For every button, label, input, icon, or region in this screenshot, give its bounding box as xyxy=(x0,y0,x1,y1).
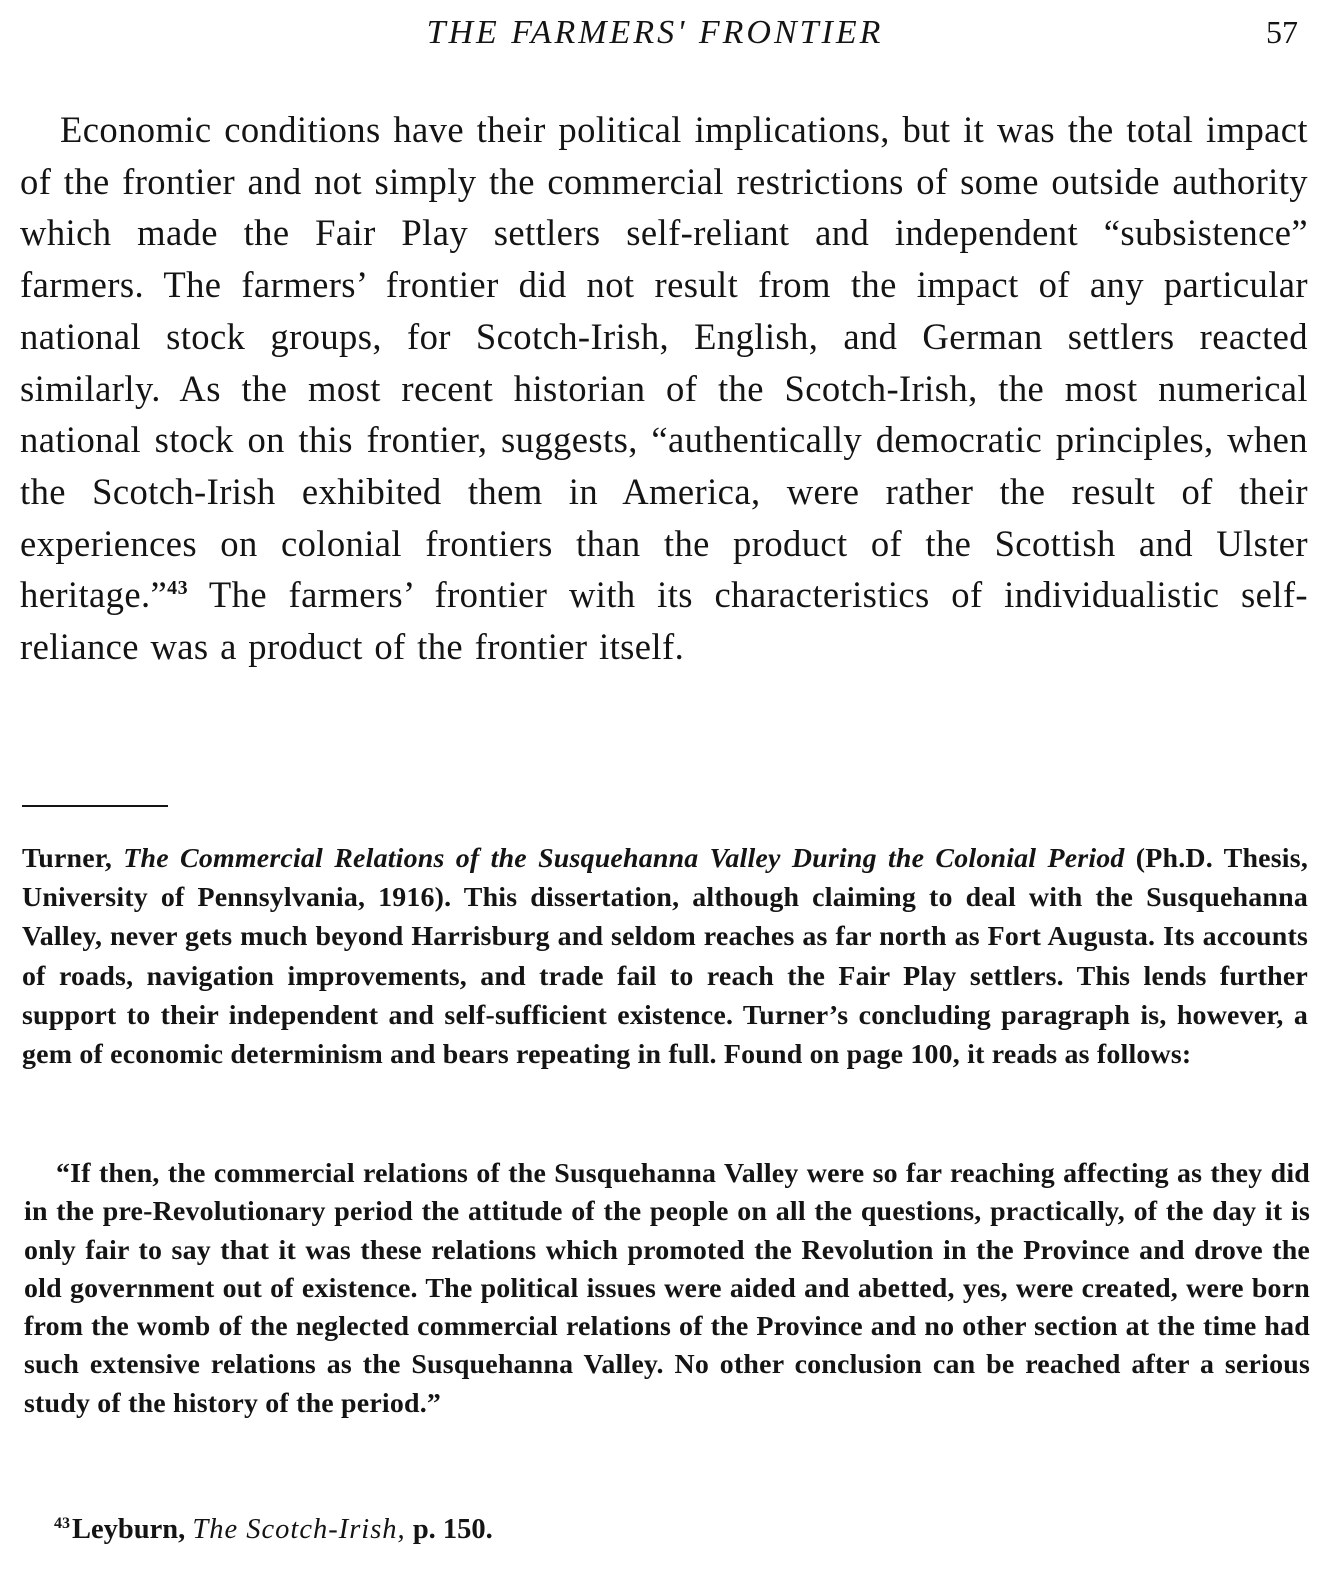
main-paragraph-tail: The farmers’ frontier with its characteristics of individualistic self-reliance was a product of the frontier itself. xyxy=(20,574,1308,668)
footnote-continuation xyxy=(22,839,1308,1074)
footnote-43-number: 43 xyxy=(54,1515,70,1532)
footnote-43-page: p. 150. xyxy=(405,1514,493,1545)
footnote-quote: “If then, the commercial relations of the Susquehanna Valley were so far reaching affecting as they did in the pre-Revolutionary period the attitude of the people on all the questions, practically, of the day it is only fair to say that it was these relations which promoted the Revolution in the Province and drove the old government out of existence. The political issues were aided and abetted, yes, were created, were born from the womb of the neglected commercial relations of the Province and no other section at the time had such extensive relations as the Susquehanna Valley. No other conclusion can be reached after a serious study of the history of the period.” xyxy=(24,1158,1310,1419)
footnote-body: (Ph.D. Thesis, University of Pennsylvania, 1916). This dissertation, although claiming to deal with the Susquehanna Valley, never gets much beyond Harrisburg and seldom reaches as far north as Fort Augusta. Its accounts of roads, navigation improvements, and trade fail to reach the Fair Play settlers. This lends further support to their independent and self-sufficient existence. Turner’s concluding paragraph is, however, a gem of economic determinism and bears repeating in full. Found on page 100, it reads as follows: xyxy=(22,843,1308,1071)
running-title: THE FARMERS' FRONTIER xyxy=(426,14,884,51)
footnote-divider xyxy=(22,805,168,807)
footnote-work-title: The Commercial Relations of the Susquehanna Valley During the Colonial Period xyxy=(123,843,1125,874)
footnote-ref-43: 43 xyxy=(167,577,188,600)
main-paragraph-text: Economic conditions have their political implications, but it was the total impact of the frontier and not simply the commercial restrictions of some outside authority which made the Fair Play settlers self-reliant and independent “subsistence” farmers. The farmers’ frontier did not result from the impact of any particular national stock groups, for Scotch-Irish, English, and German settlers reacted similarly. As the most recent historian of the Scotch-Irish, the most numerical national stock on this frontier, suggests, “authentically democratic principles, when the Scotch-Irish exhibited them in America, were rather the result of their experiences on colonial frontiers than the product of the Scottish and Ulster heritage.” xyxy=(20,109,1308,616)
footnote-43-title: The Scotch-Irish, xyxy=(192,1514,406,1545)
footnote-43 xyxy=(54,1514,493,1546)
footnote-43-author: Leyburn, xyxy=(72,1514,193,1545)
page-number: 57 xyxy=(1266,14,1298,50)
footnote-author: Turner, xyxy=(22,843,124,874)
main-paragraph xyxy=(20,104,1308,673)
page-header xyxy=(0,10,1340,58)
